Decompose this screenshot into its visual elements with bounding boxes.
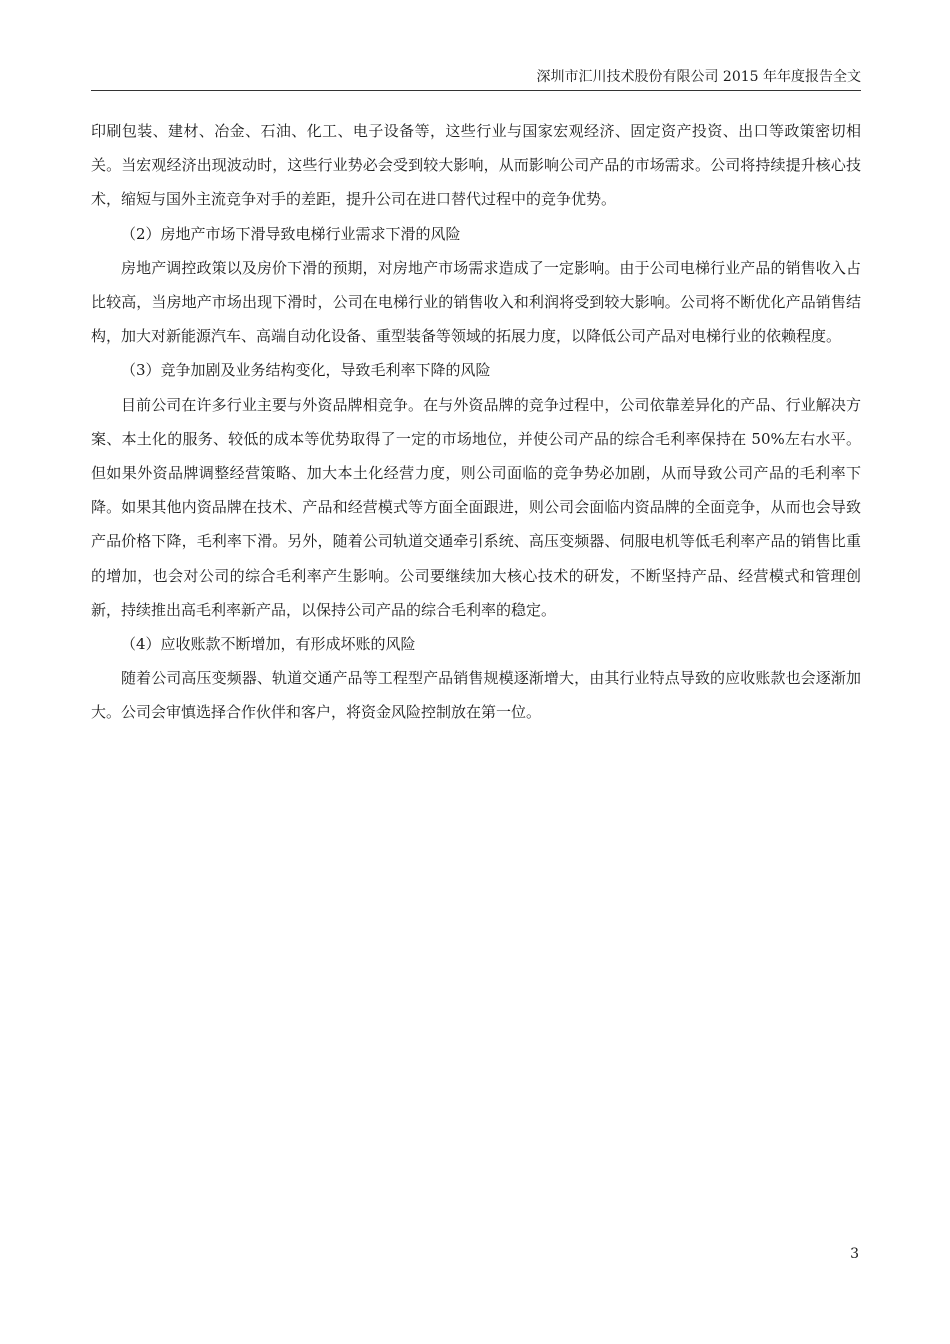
section-heading-receivables-risk: （4）应收账款不断增加，有形成坏账的风险 xyxy=(121,635,416,654)
section-heading-real-estate-risk: （2）房地产市场下滑导致电梯行业需求下滑的风险 xyxy=(121,224,461,243)
page-number: 3 xyxy=(850,1246,859,1262)
section-heading-margin-risk: （3）竞争加剧及业务结构变化，导致毛利率下降的风险 xyxy=(121,361,491,380)
paragraph-industry-policy: 印刷包装、建材、冶金、石油、化工、电子设备等，这些行业与国家宏观经济、固定资产投资、出口等政策密切相关。当宏观经济出现波动时，这些行业势必会受到较大影响，从而影响公司产品的市场需求。公司将持续提升核心技术，缩短与国外主流竞争对手的差距，提升公司在进口替代过程中的竞争优势。 xyxy=(91,122,861,209)
page-header xyxy=(91,60,861,91)
report-title: 深圳市汇川技术股份有限公司 2015 年年度报告全文 xyxy=(536,69,861,85)
paragraph-real-estate-risk: 房地产调控政策以及房价下滑的预期，对房地产市场需求造成了一定影响。由于公司电梯行业产品的销售收入占比较高，当房地产市场出现下滑时，公司在电梯行业的销售收入和利润将受到较大影响。公司将不断优化产品销售结构，加大对新能源汽车、高端自动化设备、重型装备等领域的拓展力度，以降低公司产品对电梯行业的依赖程度。 xyxy=(91,258,861,346)
document-body xyxy=(91,114,861,730)
paragraph-receivables-risk: 随着公司高压变频器、轨道交通产品等工程型产品销售规模逐渐增大，由其行业特点导致的应收账款也会逐渐加大。公司会审慎选择合作伙伴和客户，将资金风险控制放在第一位。 xyxy=(91,669,861,722)
paragraph-margin-risk: 目前公司在许多行业主要与外资品牌相竞争。在与外资品牌的竞争过程中，公司依靠差异化的产品、行业解决方案、本土化的服务、较低的成本等优势取得了一定的市场地位，并使公司产品的综合毛利率保持在 50%左右水平。但如果外资品牌调整经营策略、加大本土化经营力度，则公司面临的竞争势必加剧，从而导致公司产品的毛利率下降。如果其他内资品牌在技术、产品和经营模式等方面全面跟进，则公司会面临内资品牌的全面竞争，从而也会导致产品价格下降，毛利率下滑。另外，随着公司轨道交通牵引系统、高压变频器、伺服电机等低毛利率产品的销售比重的增加，也会对公司的综合毛利率产生影响。公司要继续加大核心技术的研发，不断坚持产品、经营模式和管理创新，持续推出高毛利率新产品，以保持公司产品的综合毛利率的稳定。 xyxy=(91,395,861,619)
